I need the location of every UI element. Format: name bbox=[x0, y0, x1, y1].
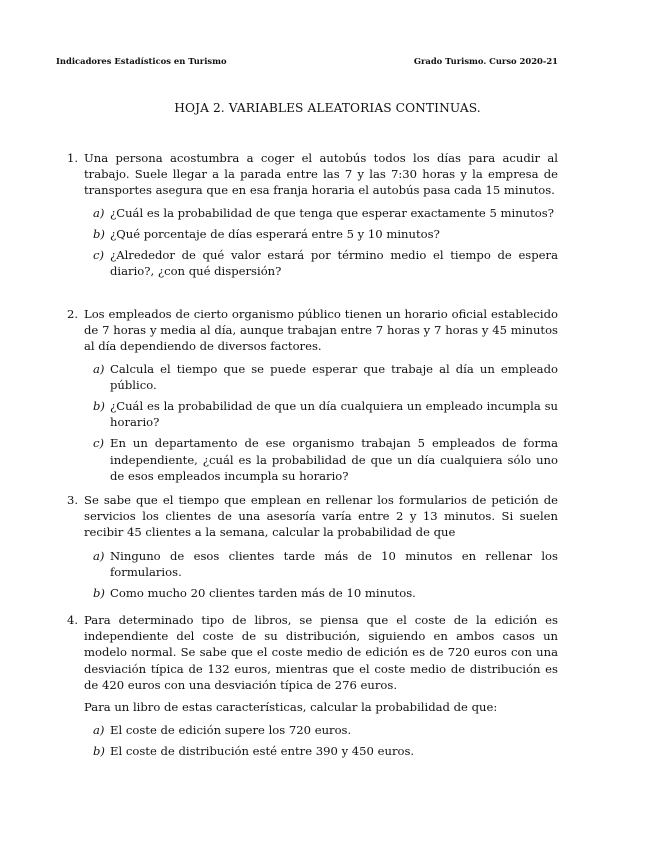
subquestion-b bbox=[93, 585, 558, 601]
problem-4 bbox=[67, 612, 558, 760]
problem-statement: Para determinado tipo de libros, se piensa que el coste de la edición es independiente del coste de su distribución, siguiendo en ambos casos un modelo normal. Se sabe que el coste medio de edición es de 720 euros con una desviación típica de 132 euros, mientras que el coste medio de distribución es de 420 euros con una desviación típica de 276 euros. bbox=[84, 613, 558, 692]
problem-instruction: Para un libro de estas características, calcular la probabilidad de que: bbox=[84, 700, 498, 715]
subquestion-text: ¿Alrededor de qué valor estará por término medio el tiempo de espera diario?, ¿con qué dispersión? bbox=[110, 248, 558, 279]
subquestion-text: Ninguno de esos clientes tarde más de 10 minutos en rellenar los formularios. bbox=[110, 548, 558, 579]
subquestion-label: b) bbox=[93, 399, 105, 414]
subquestion-text: Calcula el tiempo que se puede esperar que trabaje al día un empleado público. bbox=[110, 361, 558, 392]
subquestion-a bbox=[93, 548, 558, 580]
subquestion-label: c) bbox=[93, 248, 105, 263]
subquestion-text: En un departamento de ese organismo trabajan 5 empleados de forma independiente, ¿cuál es la probabilidad de que un día cualquiera sólo uno de esos empleados incumpla su horario? bbox=[110, 436, 558, 483]
problem-3 bbox=[67, 492, 558, 601]
subquestion-label: b) bbox=[93, 226, 105, 241]
subquestion-text: ¿Qué porcentaje de días esperará entre 5 y 10 minutos? bbox=[110, 226, 440, 241]
subquestion-label: a) bbox=[93, 205, 105, 220]
subquestion-label: a) bbox=[93, 723, 105, 738]
subquestion-label: b) bbox=[93, 744, 105, 759]
problem-statement: Se sabe que el tiempo que emplean en rellenar los formularios de petición de servicios los clientes de una asesoría varía entre 2 y 13 minutos. Si suelen recibir 45 clientes a la semana, calcular la probabilidad de que bbox=[84, 493, 558, 540]
subquestion-b bbox=[93, 398, 558, 430]
subquestion-label: c) bbox=[93, 436, 105, 451]
problem-2 bbox=[67, 306, 558, 484]
problem-number: 4. bbox=[67, 613, 79, 627]
subquestion-a bbox=[93, 361, 558, 393]
subquestion-b bbox=[93, 226, 558, 242]
problem-number: 3. bbox=[67, 493, 79, 507]
problem-number: 2. bbox=[67, 307, 79, 321]
subquestion-text: El coste de edición supere los 720 euros. bbox=[110, 723, 352, 738]
subquestion-text: ¿Cuál es la probabilidad de que tenga que esperar exactamente 5 minutos? bbox=[110, 205, 554, 220]
subquestion-text: ¿Cuál es la probabilidad de que un día cualquiera un empleado incumpla su horario? bbox=[110, 399, 558, 430]
subquestion-text: Como mucho 20 clientes tarden más de 10 minutos. bbox=[110, 586, 416, 601]
subquestion-c bbox=[93, 247, 558, 279]
running-header-right: Grado Turismo. Curso 2020-21 bbox=[413, 56, 558, 66]
running-header-left: Indicadores Estadísticos en Turismo bbox=[56, 56, 227, 66]
subquestion-a bbox=[93, 722, 558, 738]
subquestion-label: a) bbox=[93, 548, 105, 563]
problem-1 bbox=[67, 150, 558, 279]
subquestion-label: b) bbox=[93, 586, 105, 601]
sheet-title: HOJA 2. VARIABLES ALEATORIAS CONTINUAS. bbox=[174, 101, 481, 116]
problem-number: 1. bbox=[67, 151, 79, 165]
subquestion-b bbox=[93, 743, 558, 759]
problem-statement: Los empleados de cierto organismo público tienen un horario oficial establecido de 7 horas y media al día, aunque trabajan entre 7 horas y 7 horas y 45 minutos al día dependiendo de diversos factores. bbox=[84, 307, 558, 354]
subquestion-c bbox=[93, 435, 558, 484]
subquestion-label: a) bbox=[93, 361, 105, 376]
subquestion-text: El coste de distribución esté entre 390 y 450 euros. bbox=[110, 744, 415, 759]
subquestion-a bbox=[93, 205, 558, 221]
problem-statement: Una persona acostumbra a coger el autobús todos los días para acudir al trabajo. Suele llegar a la parada entre las 7 y las 7:30 horas y la empresa de transportes asegura que en esa franja horaria el autobús pasa cada 15 minutos. bbox=[84, 151, 558, 198]
